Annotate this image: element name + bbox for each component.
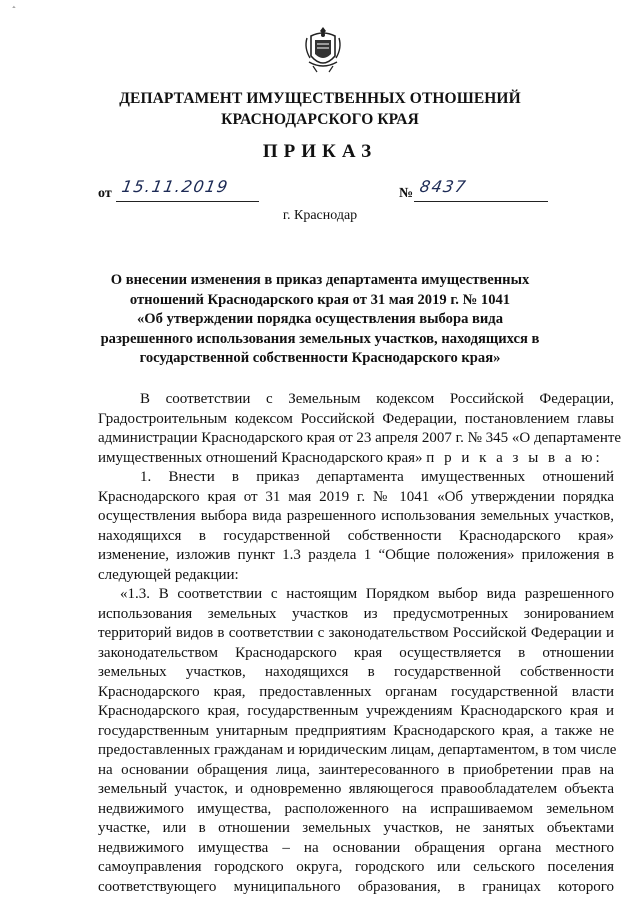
para1-line: администрации Краснодарского края от 23 апреля 2007 г. № 345 «О департаменте — [98, 430, 622, 446]
order-subject — [80, 271, 560, 369]
paragraph-preamble-last-line — [98, 449, 614, 469]
para3-line: самоуправления городского округа, городского или сельского поселения — [98, 859, 614, 875]
paragraph-preamble — [98, 390, 622, 449]
order-verb: п р и к а з ы в а ю: — [426, 449, 603, 466]
para3-line: земельных участков, находящихся в государственной собственности — [98, 664, 614, 680]
para2-line: осуществления выбора вида разрешенного использования земельных участков, — [98, 508, 614, 524]
subject-line: «Об утверждении порядка осуществления выбора вида — [136, 311, 503, 327]
para3-line: «1.3. В соответствии с настоящим Порядком выбор вида разрешенного — [120, 586, 614, 602]
para3-line: Краснодарского края, предоставленных органам государственной власти — [98, 683, 614, 700]
para3-line: использования земельных участков из предусмотренных зонированием — [98, 605, 614, 622]
date-underline — [116, 201, 259, 202]
number-handwritten-value: 8437 — [418, 177, 469, 196]
number-underline — [414, 201, 548, 202]
subject-line: государственной собственности Краснодарского края» — [139, 350, 501, 366]
para2-line: следующей редакции: — [98, 566, 239, 583]
para3-line: недвижимого имущества, расположенного на испрашиваемом земельном — [98, 800, 614, 817]
coat-of-arms-emblem-icon — [303, 24, 343, 74]
para2-line: 1. Внести в приказ департамента имущественных отношений — [140, 469, 614, 485]
para3-line: Краснодарского края, государственным учреждениям Краснодарского края и — [98, 703, 614, 719]
para3-line: предоставленных гражданам и юридическим лицам, департаментом, в том числе — [98, 742, 617, 758]
para3-line: земельный участок, и одновременно являющегося правообладателем объекта — [98, 781, 614, 797]
subject-line: отношений Краснодарского края от 31 мая 2019 г. № 1041 — [129, 291, 511, 308]
para1-line: Градостроительным кодексом Российской Федерации, постановлением главы — [98, 410, 614, 427]
number-label: № — [399, 186, 414, 201]
date-handwritten-value: 15.11.2019 — [120, 177, 231, 196]
paragraph-item-1-3-quote — [98, 585, 617, 897]
date-label: от — [98, 186, 112, 201]
para3-line: недвижимого имущества – на основании обращения органа местного — [98, 839, 614, 856]
order-body — [98, 390, 622, 897]
city-name: г. Краснодар — [282, 208, 358, 223]
para2-line: Краснодарского края от 31 мая 2019 г. № 1041 «Об утверждении порядка — [98, 488, 614, 505]
subject-line: разрешенного использования земельных участков, находящихся в — [100, 330, 540, 347]
document-title: ПРИКАЗ — [262, 141, 378, 162]
para3-line: на основании обращения лица, заинтересованного в приобретении прав на — [98, 761, 614, 778]
organization-name-line-2: КРАСНОДАРСКОГО КРАЯ — [221, 111, 419, 128]
para3-line: государственным унитарным предприятиям Краснодарского края, а также не — [98, 722, 614, 739]
paragraph-item-1 — [98, 468, 614, 585]
organization-name-line-1: ДЕПАРТАМЕНТ ИМУЩЕСТВЕННЫХ ОТНОШЕНИЙ — [119, 90, 521, 107]
para2-line: находящихся в государственной собственности Краснодарского края» — [98, 527, 614, 544]
para3-line: участке, или в отношении земельных участков, не занятых объектами — [98, 820, 614, 836]
para3-line: законодательством Краснодарского края осуществляется в отношении — [98, 644, 614, 661]
para3-line: территорий видов в соответствии с законодательством Российской Федерации и — [98, 625, 614, 641]
subject-line: О внесении изменения в приказ департамента имущественных — [110, 272, 530, 288]
para3-line: соответствующего муниципального образования, в границах которого — [98, 878, 614, 895]
preamble-last-text: имущественных отношений Краснодарского края» — [98, 449, 423, 466]
para1-line: В соответствии с Земельным кодексом Российской Федерации, — [140, 391, 614, 407]
para2-line: изменение, изложив пункт 1.3 раздела 1 “Общие положения» приложения в — [98, 547, 614, 563]
